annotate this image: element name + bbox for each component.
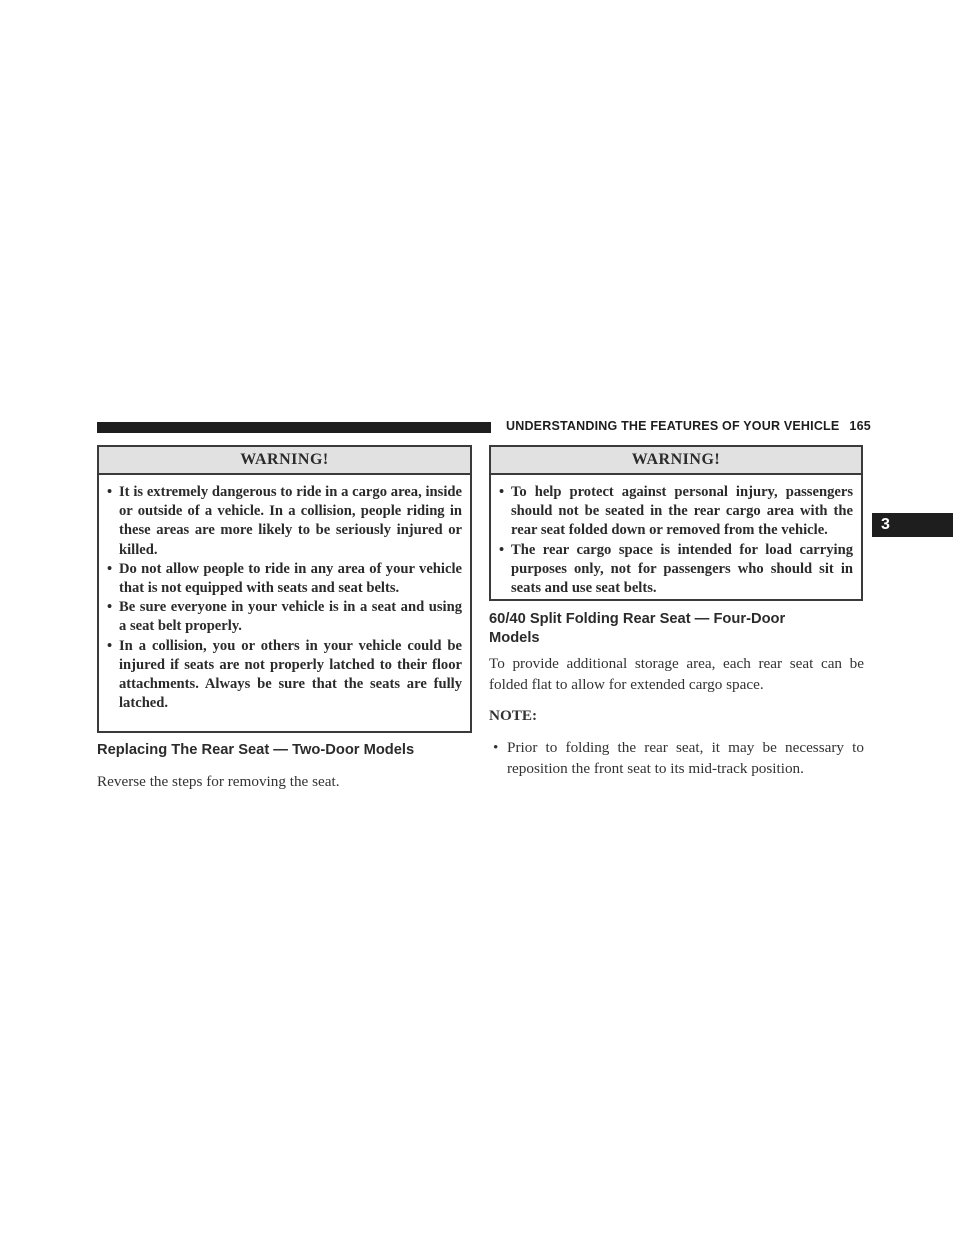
heading-line: Models [489, 630, 540, 646]
warning-list [99, 475, 470, 721]
section-heading-replacing: Replacing The Rear Seat — Two-Door Models [97, 742, 415, 758]
warning-item: • Do not allow people to ride in any area of your vehicle that is not equipped with seats and seat belts. [99, 560, 462, 598]
running-header [506, 419, 871, 433]
warning-item: • Be sure everyone in your vehicle is in a seat and using a seat belt properly. [99, 598, 462, 636]
warning-box-right [489, 445, 863, 601]
paragraph-split-folding: To provide additional storage area, each rear seat can be folded flat to allow for extended cargo space. [489, 655, 864, 693]
chapter-tab: 3 [872, 513, 953, 537]
warning-list [491, 475, 861, 606]
warning-title: WARNING! [491, 447, 861, 475]
warning-item: • In a collision, you or others in your vehicle could be injured if seats are not properly latched to their floor attachments. Always be sure that the seats are fully latched. [99, 637, 462, 714]
section-heading-split-folding [489, 610, 869, 648]
header-rule [97, 422, 491, 433]
warning-item: • The rear cargo space is intended for load carrying purposes only, not for passengers who should sit in seats and use seat belts. [491, 541, 853, 599]
heading-line: 60/40 Split Folding Rear Seat — Four-Door [489, 611, 786, 627]
warning-title: WARNING! [99, 447, 470, 475]
note-item-text: Prior to folding the rear seat, it may be necessary to reposition the front seat to its mid-track position. [507, 739, 864, 777]
warning-item: • It is extremely dangerous to ride in a cargo area, inside or outside of a vehicle. In a collision, people riding in these areas are more likely to be seriously injured or killed. [99, 483, 462, 560]
note-item [489, 738, 864, 779]
note-label: NOTE: [489, 707, 538, 724]
header-title: UNDERSTANDING THE FEATURES OF YOUR VEHICLE [506, 419, 840, 433]
paragraph-replacing: Reverse the steps for removing the seat. [97, 773, 340, 790]
warning-box-left [97, 445, 472, 733]
warning-item: • To help protect against personal injury, passengers should not be seated in the rear cargo area with the rear seat folded down or removed from the vehicle. [491, 483, 853, 541]
page-number: 165 [849, 419, 871, 433]
bullet-glyph: • [493, 739, 499, 756]
